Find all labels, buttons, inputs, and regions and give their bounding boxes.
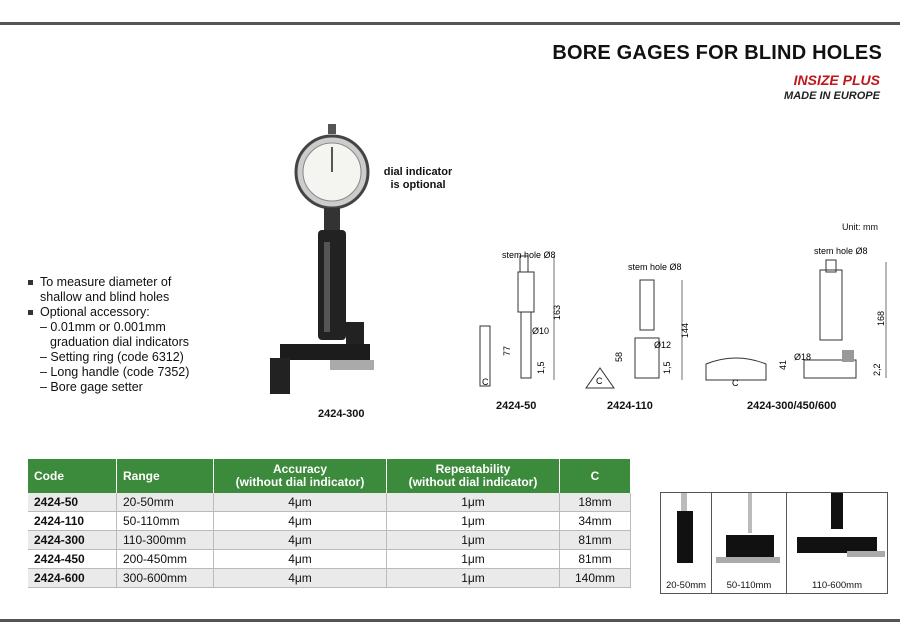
brand-logo [760, 72, 880, 108]
cell-code: 2424-110 [28, 512, 117, 531]
drawing-2424-110 [580, 260, 700, 394]
photo-label: 50-110mm [726, 580, 772, 591]
th-accuracy [214, 459, 387, 493]
th-accuracy-line2: (without dial indicator) [235, 475, 365, 489]
d2-h2: 58 [614, 351, 624, 362]
d2-t: 1,5 [662, 361, 672, 374]
feature-list [28, 275, 189, 395]
d1-t: 1,5 [536, 361, 546, 374]
top-rule [0, 22, 900, 25]
unit-label: Unit: mm [842, 222, 878, 232]
cell-c: 34mm [560, 512, 631, 531]
d1-stem: stem hole Ø8 [502, 250, 556, 260]
d1-dia: Ø10 [532, 326, 550, 336]
feature-item: shallow and blind holes [40, 290, 170, 304]
table-row [28, 531, 631, 550]
product-illustration [260, 122, 380, 402]
d1-h2: 77 [502, 345, 512, 356]
cell-repeatability: 1μm [387, 512, 560, 531]
cell-repeatability: 1μm [387, 531, 560, 550]
usage-photos [660, 492, 888, 594]
th-range: Range [117, 459, 214, 493]
cell-c: 81mm [560, 531, 631, 550]
th-code: Code [28, 459, 117, 493]
cell-code: 2424-300 [28, 531, 117, 550]
photo-large-image [787, 493, 887, 579]
drawing-caption-3: 2424-300/450/600 [747, 400, 837, 412]
feature-item: – Long handle (code 7352) [40, 365, 190, 379]
cell-range: 50-110mm [117, 512, 214, 531]
d3-t: 2,2 [872, 363, 882, 376]
table-row [28, 569, 631, 588]
photo-label: 20-50mm [665, 580, 707, 591]
brand-name: INSIZE PLUS [793, 72, 880, 88]
photo-small [661, 493, 712, 593]
page-title: BORE GAGES FOR BLIND HOLES [552, 42, 882, 64]
d2-c: C [596, 376, 603, 386]
cell-code: 2424-450 [28, 550, 117, 569]
d1-h1: 163 [552, 304, 562, 320]
th-repeatability [387, 459, 560, 493]
cell-c: 18mm [560, 493, 631, 512]
feature-item: graduation dial indicators [50, 335, 189, 349]
drawing-caption-1: 2424-50 [496, 400, 537, 412]
d3-dia: Ø18 [794, 352, 812, 362]
table-row [28, 493, 631, 512]
th-c: C [560, 459, 631, 493]
th-repeatability-line2: (without dial indicator) [408, 475, 538, 489]
made-in-label: MADE IN EUROPE [784, 90, 880, 102]
photo-label: 110-600mm [812, 580, 862, 591]
product-caption: 2424-300 [318, 408, 365, 420]
cell-repeatability: 1μm [387, 550, 560, 569]
cell-accuracy: 4μm [214, 569, 387, 588]
cell-repeatability: 1μm [387, 493, 560, 512]
th-accuracy-line1: Accuracy [272, 462, 328, 476]
drawing-2424-50 [468, 244, 578, 394]
spec-table [28, 459, 631, 588]
d2-stem: stem hole Ø8 [628, 262, 682, 272]
cell-accuracy: 4μm [214, 531, 387, 550]
cell-range: 300-600mm [117, 569, 214, 588]
cell-c: 140mm [560, 569, 631, 588]
cell-c: 81mm [560, 550, 631, 569]
feature-item: To measure diameter of [28, 275, 189, 290]
feature-item: Optional accessory: [28, 305, 189, 320]
table-row [28, 512, 631, 531]
d2-h1: 144 [680, 322, 690, 338]
table-row [28, 550, 631, 569]
feature-item: – Setting ring (code 6312) [40, 350, 184, 364]
d3-h1: 168 [876, 310, 886, 326]
bottom-rule [0, 619, 900, 622]
cell-repeatability: 1μm [387, 569, 560, 588]
d3-h2: 41 [778, 359, 788, 370]
cell-accuracy: 4μm [214, 493, 387, 512]
drawing-caption-2: 2424-110 [607, 400, 653, 412]
cell-range: 200-450mm [117, 550, 214, 569]
photo-small-image [661, 493, 711, 579]
cell-accuracy: 4μm [214, 550, 387, 569]
photo-medium-image [712, 493, 786, 579]
photo-medium [712, 493, 787, 593]
cell-code: 2424-600 [28, 569, 117, 588]
feature-item: – 0.01mm or 0.001mm [40, 320, 166, 334]
d3-stem: stem hole Ø8 [814, 246, 868, 256]
d3-c: C [732, 378, 739, 388]
photo-large [787, 493, 887, 593]
feature-item: – Bore gage setter [40, 380, 143, 394]
dial-note: dial indicator is optional [383, 166, 453, 191]
cell-code: 2424-50 [28, 493, 117, 512]
drawing-2424-300 [700, 242, 896, 394]
d1-c: C [482, 377, 489, 387]
th-repeatability-line1: Repeatability [435, 462, 511, 476]
cell-range: 110-300mm [117, 531, 214, 550]
d2-dia: Ø12 [654, 340, 672, 350]
cell-accuracy: 4μm [214, 512, 387, 531]
table-header-row [28, 459, 631, 493]
cell-range: 20-50mm [117, 493, 214, 512]
